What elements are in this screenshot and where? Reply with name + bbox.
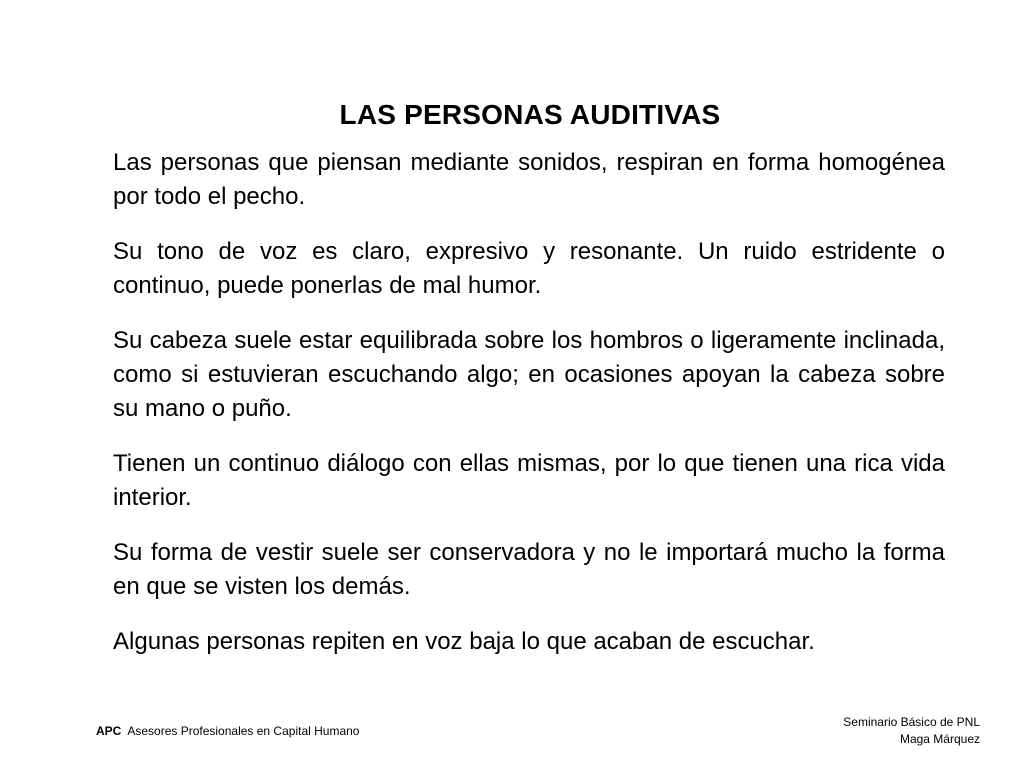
slide-body <box>113 146 945 659</box>
paragraph: Tienen un continuo diálogo con ellas mismas, por lo que tienen una rica vida interior. <box>113 450 945 511</box>
footer-credits <box>843 714 980 748</box>
footer-company <box>96 723 359 739</box>
footer-company-name: Asesores Profesionales en Capital Humano <box>127 724 360 738</box>
footer-seminar: Seminario Básico de PNL <box>843 715 980 729</box>
footer-author: Maga Márquez <box>899 732 980 746</box>
slide-title: LAS PERSONAS AUDITIVAS <box>339 98 721 130</box>
paragraph: Su cabeza suele estar equilibrada sobre los hombros o ligeramente inclinada, como si estuvieran escuchando algo; en ocasiones apoyan la cabeza sobre su mano o puño. <box>113 327 945 422</box>
paragraph: Algunas personas repiten en voz baja lo que acaban de escuchar. <box>113 628 815 655</box>
paragraph: Su forma de vestir suele ser conservadora y no le importará mucho la forma en que se visten los demás. <box>113 539 945 600</box>
paragraph: Su tono de voz es claro, expresivo y resonante. Un ruido estridente o continuo, puede ponerlas de mal humor. <box>113 238 945 299</box>
paragraph: Las personas que piensan mediante sonidos, respiran en forma homogénea por todo el pecho. <box>113 149 945 210</box>
footer-brand: APC <box>96 724 122 738</box>
